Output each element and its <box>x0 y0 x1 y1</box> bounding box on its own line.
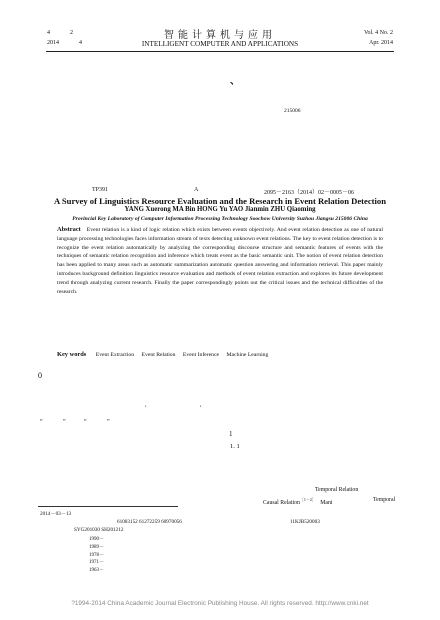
citation-ref: ［1－2］ <box>299 497 316 502</box>
keyword: Event Relation <box>141 352 176 358</box>
footnote-rule <box>38 506 178 507</box>
english-affiliation: Provincial Key Laboratory of Computer Information Processing Technology Soochow University Suzhou Jiangsu 215006 China <box>72 216 368 222</box>
header-year-left: 2014 <box>47 40 59 46</box>
punctuation-mark: “ <box>40 419 43 425</box>
header-month-left: 4 <box>79 40 82 46</box>
journal-title-cn: 智能计算机与应用 <box>164 30 276 41</box>
author-bio: 1978－ <box>89 553 105 558</box>
cn-affiliation-postcode: 215006 <box>284 108 301 114</box>
project-numbers: SYG201030 SH201212 <box>74 527 124 533</box>
abstract-text: Event relation is a kind of logic relation which exists between events objectively. And event relation detection as one of natural language processing technologies faces information stream of texts detecting unknown event relations. The key to event relation detection is to recognize the event relation automatically by analyzing the corresponding discourse structure and semantic features of events with the techniques of semantic relation recognition and inference which treats event as the basic semantic unit. The notion of event relation detection has been applied to many areas such as automatic summarization automatic question answering and information retrieval. This paper mainly introduces background definition linguistics resource evaluation and methods of event relation extraction and explores its future development trend through analyzing current research. Finally the paper correspondingly points out the critical issues and the technical difficulties of the research. <box>57 227 383 295</box>
header-volume-right: Vol. 4 No. 2 <box>363 30 393 36</box>
author-bio: 1990－ <box>89 537 105 542</box>
english-authors: YANG Xuerong MA Bin HONG Yu YAO Jianmin ZHU Qiaoming <box>124 206 316 213</box>
header-rule <box>46 51 394 52</box>
abstract-label: Abstract <box>57 226 81 233</box>
english-title: A Survey of Linguistics Resource Evaluation and the Research in Event Relation Detection <box>54 196 386 206</box>
header-volume-issue-left <box>47 30 93 36</box>
punctuation-mark: , <box>200 402 202 408</box>
header-volume-left: 4 <box>47 30 50 36</box>
punctuation-mark: ” <box>107 419 110 425</box>
punctuation-mark: “ <box>84 419 87 425</box>
section-heading-0: 0 <box>38 371 42 380</box>
journal-title-en: INTELLIGENT COMPUTER AND APPLICATIONS <box>141 40 299 48</box>
section-heading-1-1: 1. 1 <box>230 443 240 450</box>
cn-title-mark: 、 <box>230 76 240 87</box>
author-bio: 1989－ <box>89 545 105 550</box>
header-issue-left: 2 <box>70 30 73 36</box>
term-temporal-relation: Temporal Relation <box>315 487 359 493</box>
term-causal-relation: Causal Relation <box>263 499 300 506</box>
author-bio: 1971－ <box>89 560 105 565</box>
punctuation-mark: ” <box>63 419 66 425</box>
term-temporal: Temporal <box>373 497 396 503</box>
received-date: 2014－03－13 <box>40 511 72 517</box>
english-keywords <box>57 351 383 358</box>
english-abstract <box>57 226 383 296</box>
fund-numbers-2: 11KJB520003 <box>290 519 320 525</box>
section-heading-1: 1 <box>229 430 233 438</box>
keywords-label: Key words <box>57 351 87 358</box>
author-bio: 1963－ <box>89 568 105 573</box>
document-code: A <box>194 187 199 193</box>
header-date-right: Apr. 2014 <box>369 40 393 46</box>
term-causal-relation-line <box>263 497 332 506</box>
article-id: 2095－2163（2014）02－0005－06 <box>264 190 355 196</box>
keyword: Machine Learning <box>226 352 269 358</box>
clc-number: TP391 <box>92 187 109 193</box>
keyword: Event Extraction <box>95 352 135 358</box>
punctuation-mark: , <box>145 402 147 408</box>
copyright-line: ?1994-2014 China Academic Journal Electronic Publishing House. All rights reserved. http://www.cnki.net <box>71 600 369 607</box>
author-mani: Mani <box>320 499 333 506</box>
header-year-month-left <box>47 40 102 46</box>
fund-numbers: 61003152 61272259 60970056 <box>117 519 182 525</box>
keyword: Event Inference <box>182 352 220 358</box>
